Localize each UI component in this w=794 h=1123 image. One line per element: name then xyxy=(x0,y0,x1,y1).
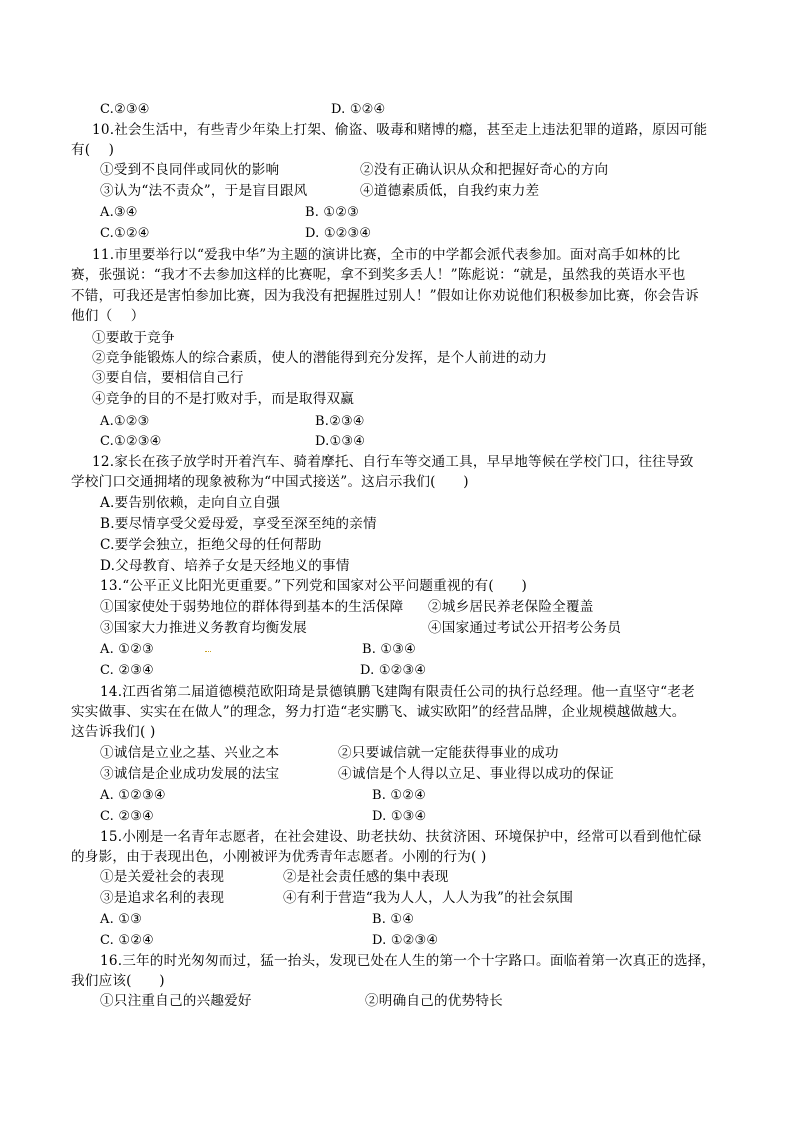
q14-option-d: D. ①③④ xyxy=(372,809,427,824)
stray-dot-mark xyxy=(205,651,211,654)
q14-option-b: B. ①②④ xyxy=(372,788,426,803)
q13-option-b: B. ①③④ xyxy=(362,642,416,657)
q13-item-2: ②城乡居民养老保险全覆盖 xyxy=(428,599,594,615)
q11-item-1: ①要敢于竞争 xyxy=(92,330,175,346)
q13-item-1: ①国家使处于弱势地位的群体得到基本的生活保障 xyxy=(100,599,404,615)
q14-stem-line-1: 14.江西省第二届道德模范欧阳琦是景德镇鹏飞建陶有限责任公司的执行总经理。他一直坚守“老老 xyxy=(100,684,695,700)
q12-option-c: C.要学会独立，拒绝父母的任何帮助 xyxy=(100,537,322,553)
q15-item-2: ②是社会责任感的集中表现 xyxy=(283,869,449,885)
q11-item-2: ②竞争能锻炼人的综合素质，使人的潜能得到充分发挥，是个人前进的动力 xyxy=(92,350,548,366)
q16-stem-line-1: 16.三年的时光匆匆而过，猛一抬头，发现已处在人生的第一个十字路口。面临着第一次真正的选择， xyxy=(100,953,716,969)
q13-option-a: A. ①②③ xyxy=(100,642,154,657)
q10-option-d: D. ①②③④ xyxy=(305,226,372,241)
q16-item-2: ②明确自己的优势特长 xyxy=(365,993,503,1009)
q14-item-1: ①诚信是立业之基、兴业之本 xyxy=(100,745,280,761)
q11-option-c: C.①②③④ xyxy=(100,434,162,449)
q15-option-c: C. ①②④ xyxy=(100,933,154,948)
q14-item-3: ③诚信是企业成功发展的法宝 xyxy=(100,766,280,782)
q13-option-d: D. ①②③④ xyxy=(360,663,427,678)
q13-item-3: ③国家大力推进义务教育均衡发展 xyxy=(100,620,307,636)
q15-option-b: B. ①④ xyxy=(372,912,415,927)
q16-stem-line-2: 我们应该( ) xyxy=(71,973,165,989)
q9-option-c: C.②③④ xyxy=(100,102,150,117)
q10-item-3: ③认为“法不责众”，于是盲目跟风 xyxy=(100,183,308,199)
q11-option-a: A.①②③ xyxy=(100,414,150,429)
q10-stem-line-1: 10.社会生活中，有些青少年染上打架、偷盗、吸毒和赌博的瘾，甚至走上违法犯罪的道路，原因可能 xyxy=(92,122,708,138)
q14-option-a: A. ①②③④ xyxy=(100,788,166,803)
q15-item-3: ③是追求名利的表现 xyxy=(100,890,225,906)
q10-option-c: C.①②④ xyxy=(100,226,150,241)
q15-stem-line-2: 的身影，由于表现出色，小刚被评为优秀青年志愿者。小刚的行为( ) xyxy=(71,849,487,865)
q10-item-4: ④道德素质低，自我约束力差 xyxy=(360,183,540,199)
q10-stem-line-2: 有( ) xyxy=(71,142,115,158)
q15-item-4: ④有利于营造“我为人人，人人为我”的社会氛围 xyxy=(283,890,574,906)
q10-option-a: A.③④ xyxy=(100,205,138,220)
q11-item-4: ④竞争的目的不是打败对手，而是取得双赢 xyxy=(92,391,355,407)
q15-option-a: A. ①③ xyxy=(100,912,142,927)
q11-stem-line-3: 不错，可我还是害怕参加比赛，因为我没有把握胜过别人！”假如让你劝说他们积极参加比赛，你会告诉 xyxy=(71,288,699,304)
q10-item-2: ②没有正确认识从众和把握好奇心的方向 xyxy=(360,162,609,178)
q11-stem-line-4: 他们（ ） xyxy=(71,308,145,324)
q13-item-4: ④国家通过考试公开招考公务员 xyxy=(428,620,622,636)
q12-option-d: D.父母教育、培养子女是天经地义的事情 xyxy=(100,558,350,574)
q15-stem-line-1: 15.小刚是一名青年志愿者，在社会建设、助老扶幼、扶贫济困、环境保护中，经常可以看到他忙碌 xyxy=(100,829,702,845)
q14-stem-line-2: 实实做事、实实在在做人”的理念，努力打造“老实鹏飞、诚实欧阳”的经营品牌，企业规模越做越大。 xyxy=(71,704,686,720)
q12-option-a: A.要告别依赖，走向自立自强 xyxy=(100,495,281,511)
q11-stem-line-2: 赛，张强说：“我才不去参加这样的比赛呢，拿不到奖多丢人！”陈彪说：“就是，虽然我的英语水平也 xyxy=(71,267,686,283)
q14-item-4: ④诚信是个人得以立足、事业得以成功的保证 xyxy=(338,766,614,782)
q12-stem-line-2: 学校门口交通拥堵的现象被称为“中国式接送”。这启示我们( ) xyxy=(71,474,469,490)
q14-stem-line-3: 这告诉我们( ) xyxy=(71,724,156,740)
q10-option-b: B. ①②③ xyxy=(305,205,359,220)
q11-option-d: D.①③④ xyxy=(315,434,366,449)
q11-item-3: ③要自信，要相信自己行 xyxy=(92,370,244,386)
q15-option-d: D. ①②③④ xyxy=(372,933,439,948)
q14-option-c: C. ②③④ xyxy=(100,809,154,824)
q11-option-b: B.②③④ xyxy=(315,414,365,429)
q10-item-1: ①受到不良同伴或同伙的影响 xyxy=(100,162,280,178)
q14-item-2: ②只要诚信就一定能获得事业的成功 xyxy=(338,745,559,761)
q15-item-1: ①是关爱社会的表现 xyxy=(100,869,225,885)
q9-option-d: D. ①②④ xyxy=(331,102,386,117)
q11-stem-line-1: 11.市里要举行以“爱我中华”为主题的演讲比赛，全市的中学都会派代表参加。面对高手如林的比 xyxy=(92,247,681,263)
q12-stem-line-1: 12.家长在孩子放学时开着汽车、骑着摩托、自行车等交通工具，早早地等候在学校门口，往往导致 xyxy=(92,454,694,470)
q13-stem: 13.“公平正义比阳光更重要。”下列党和国家对公平问题重视的有( ) xyxy=(100,578,527,594)
q12-option-b: B.要尽情享受父爱母爱，享受至深至纯的亲情 xyxy=(100,516,377,532)
q16-item-1: ①只注重自己的兴趣爱好 xyxy=(100,993,252,1009)
q13-option-c: C. ②③④ xyxy=(100,663,154,678)
